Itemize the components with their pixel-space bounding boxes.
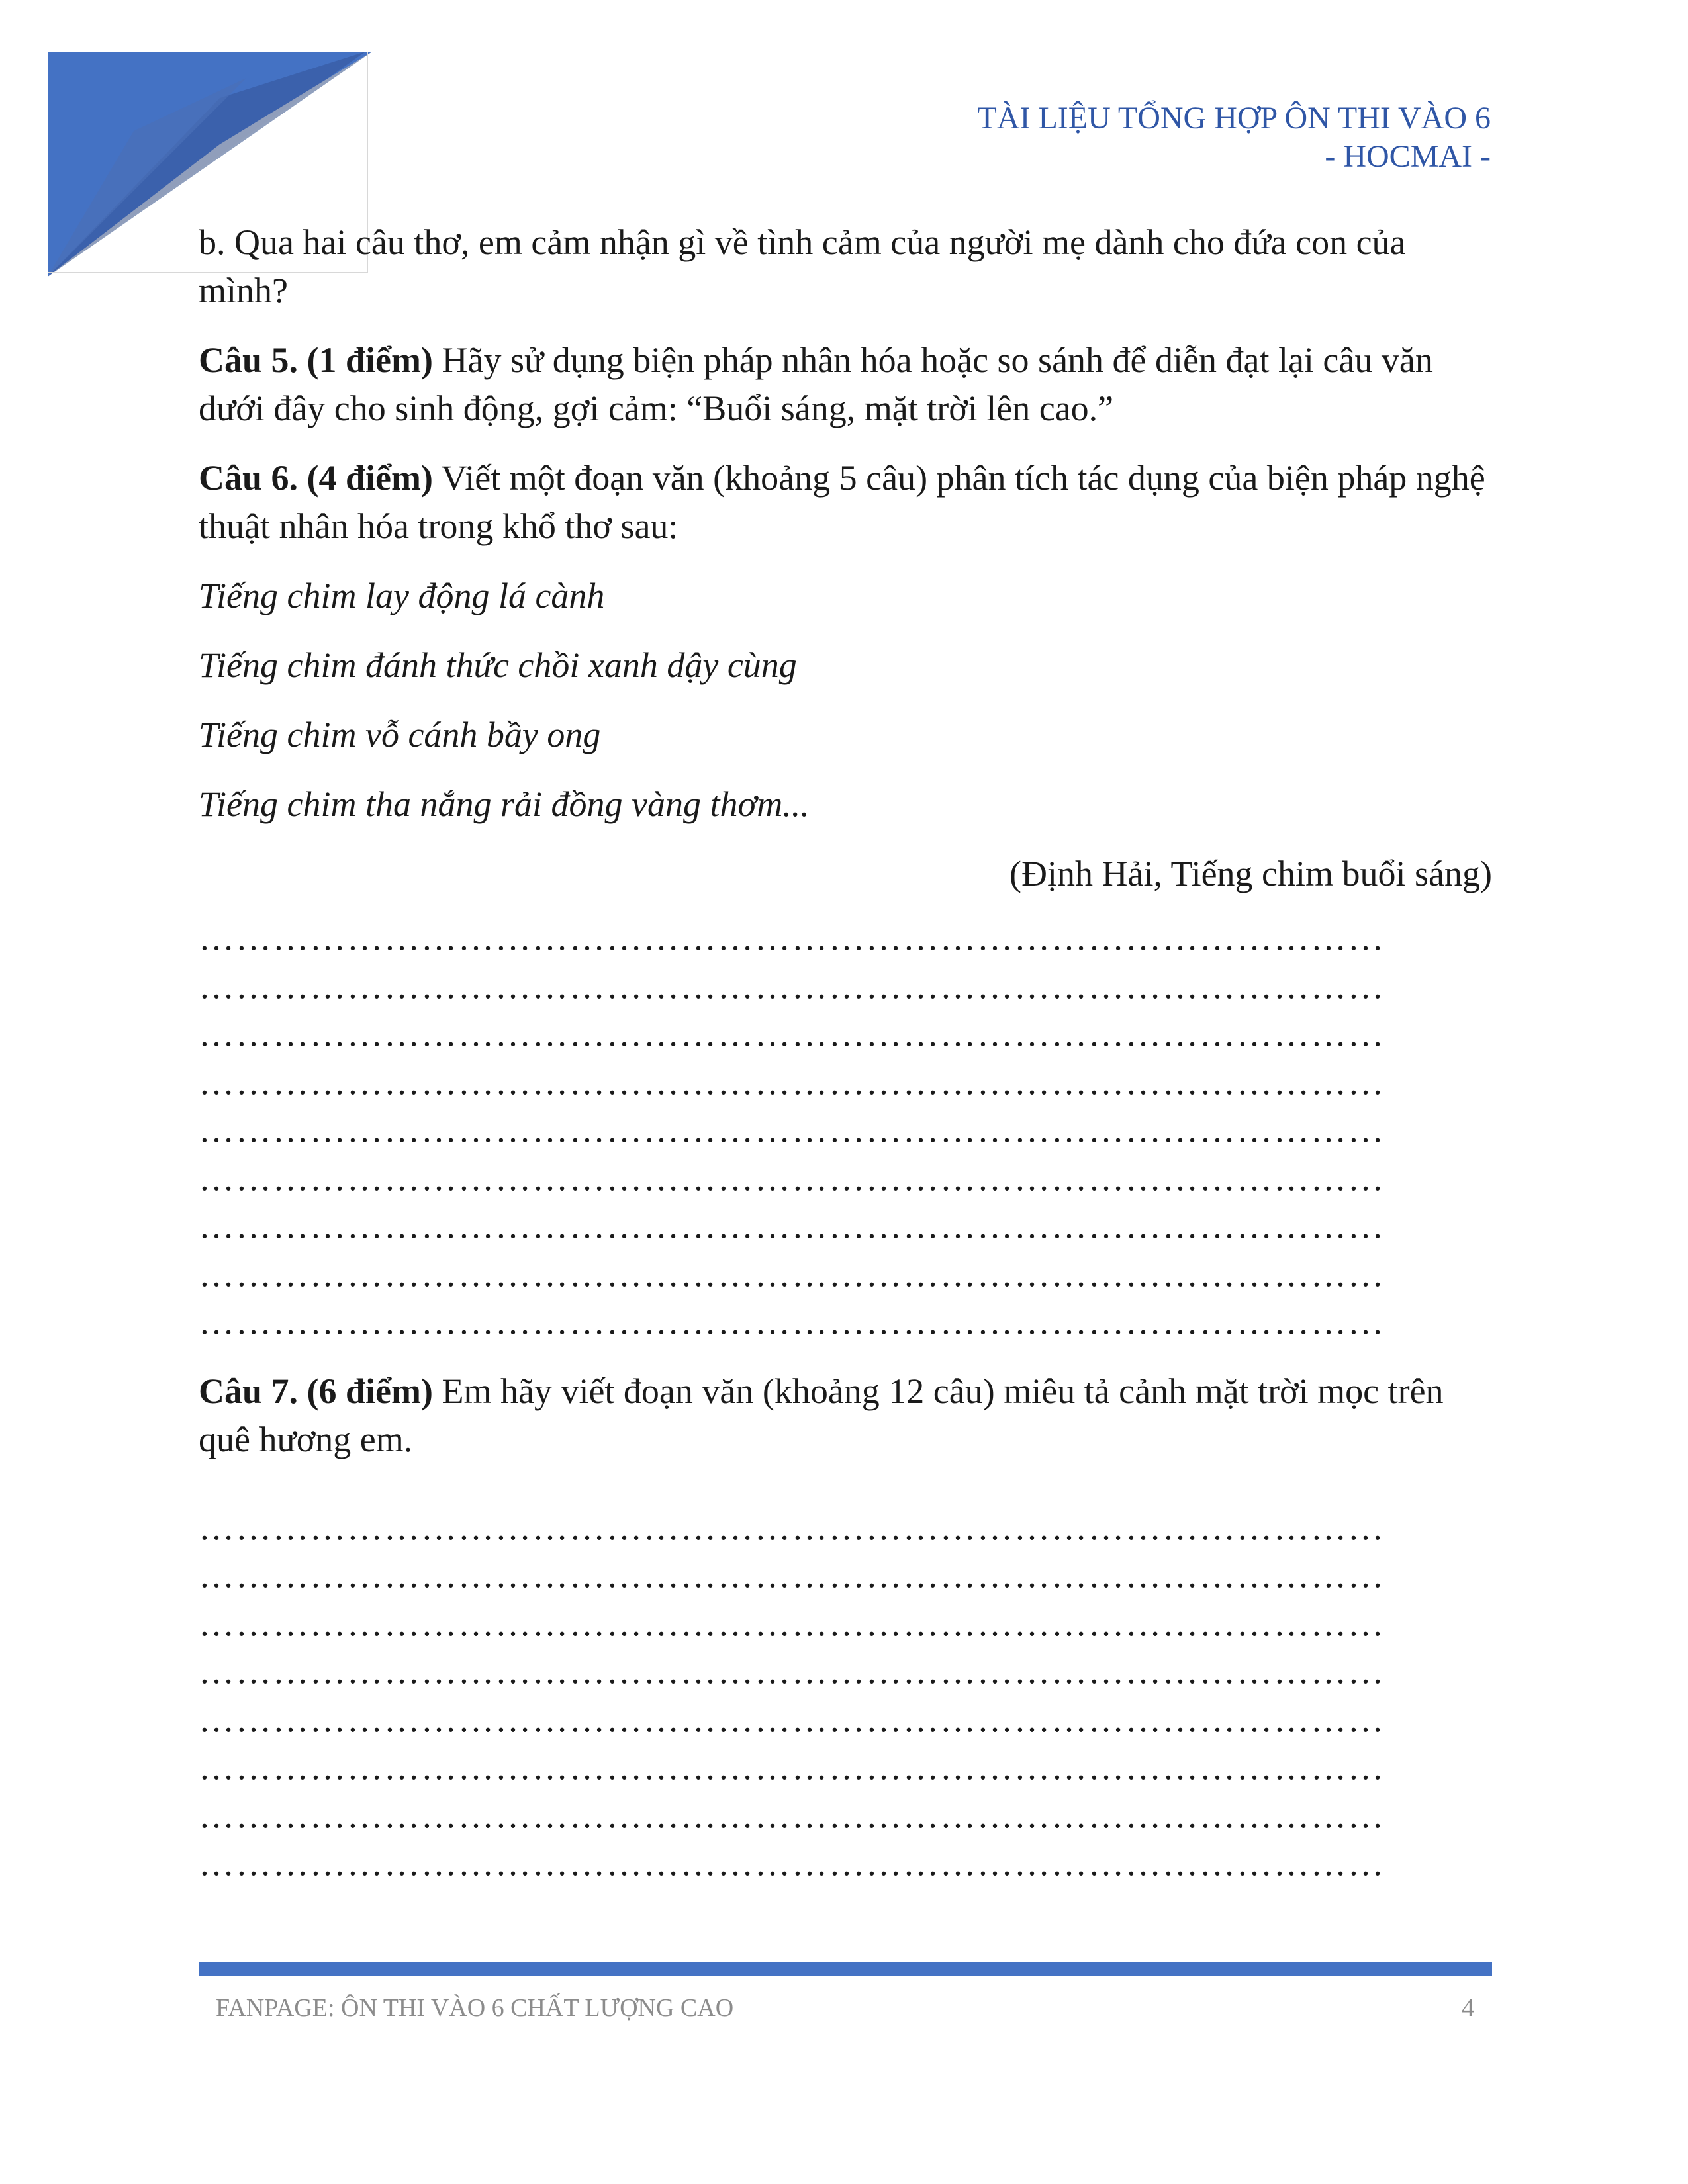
header-subtitle: - HOCMAI -	[1325, 139, 1491, 174]
poem-line: Tiếng chim vỗ cánh bầy ong	[199, 715, 601, 754]
answer-line: ……………………………………………………………………………………	[199, 1843, 1385, 1883]
answer-line: ……………………………………………………………………………………	[199, 1795, 1385, 1835]
answer-line: ……………………………………………………………………………………	[199, 1062, 1385, 1102]
poem-line: Tiếng chim lay động lá cành	[199, 576, 605, 615]
question-7-text: Em hãy viết đoạn văn (khoảng 12 câu) miêu tả cảnh mặt trời mọc trên quê hương em.	[199, 1371, 1444, 1459]
question-5-label: Câu 5. (1 điểm)	[199, 340, 433, 380]
answer-line: ……………………………………………………………………………………	[199, 1699, 1385, 1739]
answer-line: ……………………………………………………………………………………	[199, 966, 1385, 1006]
answer-line: ……………………………………………………………………………………	[199, 1651, 1385, 1691]
answer-line: ……………………………………………………………………………………	[199, 1555, 1385, 1595]
page-number: 4	[1462, 1994, 1474, 2022]
answer-line: ……………………………………………………………………………………	[199, 1110, 1385, 1150]
poem-source: (Định Hải, Tiếng chim buổi sáng)	[1009, 854, 1492, 893]
question-5	[199, 336, 1492, 433]
answer-area-q6[interactable]	[199, 914, 1492, 1346]
answer-line: ……………………………………………………………………………………	[199, 1603, 1385, 1643]
answer-line: ……………………………………………………………………………………	[199, 1253, 1385, 1294]
page-content	[199, 218, 1492, 1888]
answer-area-q7[interactable]	[199, 1504, 1492, 1888]
answer-line: ……………………………………………………………………………………	[199, 918, 1385, 958]
answer-line: ……………………………………………………………………………………	[199, 1158, 1385, 1198]
footer-divider-bar	[199, 1962, 1492, 1976]
answer-line: ……………………………………………………………………………………	[199, 1302, 1385, 1342]
question-5-text: Hãy sử dụng biện pháp nhân hóa hoặc so sánh để diễn đạt lại câu văn dưới đây cho sinh động, gợi cảm: “Buổi sáng, mặt trời lên cao.”	[199, 340, 1433, 428]
header-title: TÀI LIỆU TỔNG HỢP ÔN THI VÀO 6	[977, 101, 1491, 136]
footer-fanpage-text: FANPAGE: ÔN THI VÀO 6 CHẤT LƯỢNG CAO	[216, 1994, 734, 2022]
answer-line: ……………………………………………………………………………………	[199, 1507, 1385, 1547]
question-6-text: Viết một đoạn văn (khoảng 5 câu) phân tích tác dụng của biện pháp nghệ thuật nhân hóa trong khổ thơ sau:	[199, 458, 1485, 546]
question-7	[199, 1367, 1492, 1464]
answer-line: ……………………………………………………………………………………	[199, 1747, 1385, 1787]
question-6	[199, 454, 1492, 551]
answer-line: ……………………………………………………………………………………	[199, 1014, 1385, 1054]
document-header	[978, 99, 1491, 176]
question-7-label: Câu 7. (6 điểm)	[199, 1371, 433, 1411]
question-4b: b. Qua hai câu thơ, em cảm nhận gì về tình cảm của người mẹ dành cho đứa con của mình?	[199, 222, 1406, 310]
answer-line: ……………………………………………………………………………………	[199, 1206, 1385, 1246]
poem-line: Tiếng chim đánh thức chồi xanh dậy cùng	[199, 645, 797, 685]
question-6-label: Câu 6. (4 điểm)	[199, 458, 433, 498]
poem-line: Tiếng chim tha nắng rải đồng vàng thơm...	[199, 784, 810, 824]
